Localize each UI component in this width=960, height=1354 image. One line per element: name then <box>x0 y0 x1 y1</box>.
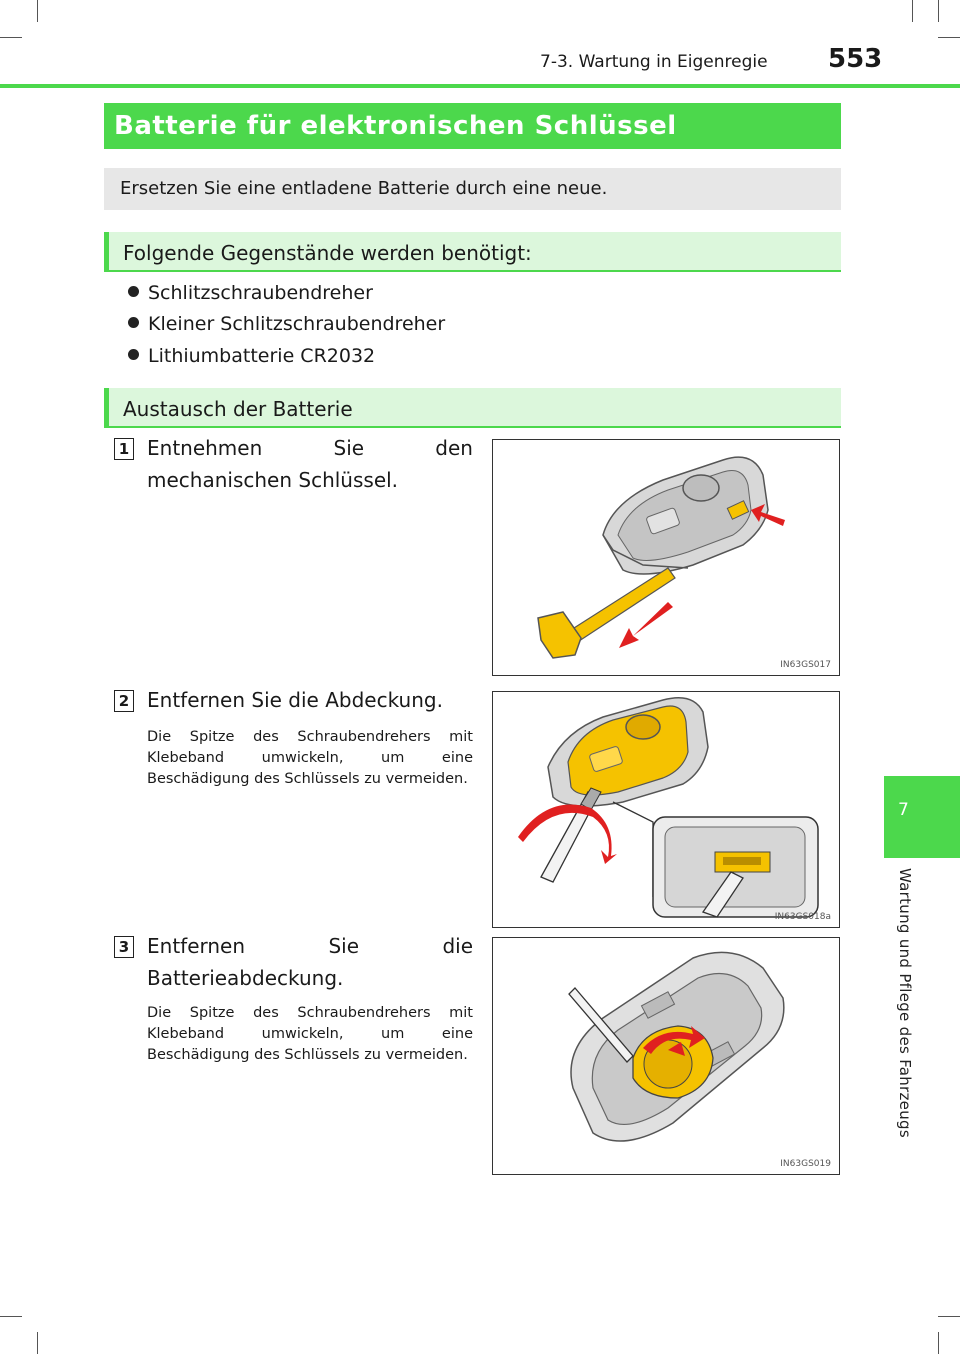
required-heading: Folgende Gegenstände werden benötigt: <box>104 232 841 272</box>
figure-remove-battery-cover <box>492 937 840 1175</box>
step-text: Entfernen Sie die Abdeckung. <box>147 688 443 712</box>
bullet-icon <box>128 349 139 360</box>
cover-removal-illustration <box>493 692 839 927</box>
chapter-number: 7 <box>898 800 909 820</box>
step-text: Entnehmen Sie den mechanischen Schlüssel. <box>147 436 473 492</box>
step-text: Entfernen Sie die Batterieabdeckung. <box>147 934 473 990</box>
step-note: Die Spitze des Schraubendrehers mit Klebeband umwickeln, um eine Beschädigung des Schlüssels zu vermeiden. <box>147 729 473 787</box>
figure-remove-cover <box>492 691 840 928</box>
page-title: Batterie für elektronischen Schlüssel <box>104 103 841 149</box>
list-item <box>128 313 445 335</box>
bullet-icon <box>128 286 139 297</box>
step-number: 2 <box>114 690 134 712</box>
list-item-label: Schlitzschraubendreher <box>148 282 373 304</box>
crop-mark <box>938 0 939 22</box>
header-rule <box>0 84 960 88</box>
list-item-label: Lithiumbatterie CR2032 <box>148 345 376 367</box>
replacement-heading: Austausch der Batterie <box>104 388 841 428</box>
chapter-title: Wartung und Pflege des Fahrzeugs <box>896 868 914 1138</box>
step-note: Die Spitze des Schraubendrehers mit Klebeband umwickeln, um eine Beschädigung des Schlüssels zu vermeiden. <box>147 1005 473 1063</box>
section-title: 7-3. Wartung in Eigenregie <box>540 52 768 72</box>
crop-mark <box>938 1332 939 1354</box>
chapter-tab[interactable] <box>884 776 960 858</box>
crop-mark <box>37 0 38 22</box>
step-number: 3 <box>114 936 134 958</box>
key-fob-illustration <box>493 440 839 675</box>
list-item-label: Kleiner Schlitzschraubendreher <box>148 313 446 335</box>
bullet-icon <box>128 317 139 328</box>
list-item <box>128 345 375 367</box>
figure-label: IN63GS017 <box>780 660 831 670</box>
crop-mark <box>938 37 960 38</box>
intro-text: Ersetzen Sie eine entladene Batterie durch eine neue. <box>104 168 841 210</box>
crop-mark <box>0 37 22 38</box>
list-item <box>128 282 373 304</box>
step-number: 1 <box>114 438 134 460</box>
crop-mark <box>37 1332 38 1354</box>
figure-label: IN63GS018a <box>774 912 831 922</box>
figure-label: IN63GS019 <box>780 1159 831 1169</box>
page-number: 553 <box>828 44 883 74</box>
battery-cover-illustration <box>493 938 839 1174</box>
crop-mark <box>0 1316 22 1317</box>
crop-mark <box>938 1316 960 1317</box>
crop-mark <box>912 0 913 22</box>
figure-remove-key <box>492 439 840 676</box>
